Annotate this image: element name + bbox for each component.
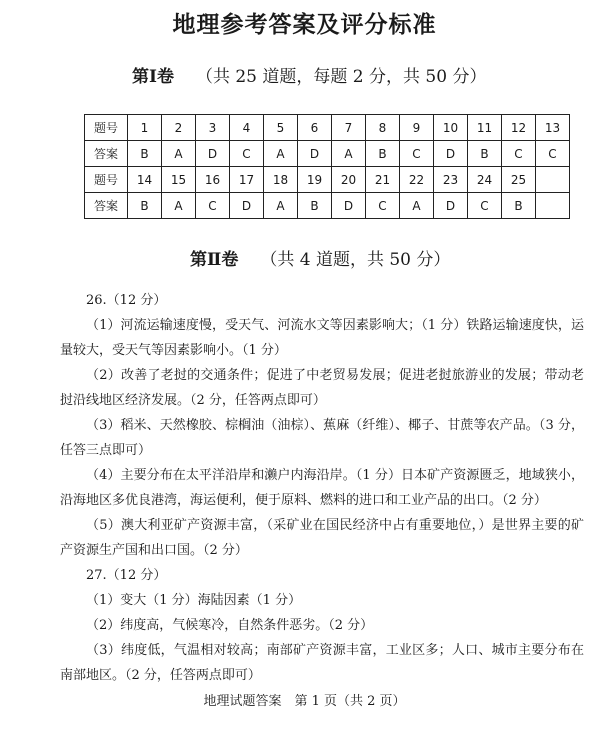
question-26-item-1: （1）河流运输速度慢，受天气、河流水文等因素影响大；（1 分）铁路运输速度快，运量较大，受天气等因素影响小。（1 分）: [60, 318, 584, 358]
table-cell: D: [298, 141, 332, 167]
section2-label: 第Ⅱ卷: [190, 250, 239, 270]
page-title: 地理参考答案及评分标准: [172, 11, 437, 38]
question-27-item-3: （3）纬度低，气温相对较高；南部矿产资源丰富，工业区多；人口、城市主要分布在南部地区。（2 分，任答两点即可）: [60, 643, 584, 683]
table-cell: C: [196, 193, 230, 219]
table-cell: A: [332, 141, 366, 167]
page-footer: 地理试题答案 第 1 页（共 2 页）: [203, 694, 406, 709]
table-row-header: 答案: [85, 141, 128, 167]
table-cell: 6: [298, 115, 332, 141]
table-row-header: 答案: [85, 193, 128, 219]
table-cell: A: [264, 193, 298, 219]
table-row-header: 题号: [85, 167, 128, 193]
table-cell: 25: [502, 167, 536, 193]
table-cell: 23: [434, 167, 468, 193]
question-26-heading: 26.（12 分）: [86, 293, 167, 308]
table-cell: 19: [298, 167, 332, 193]
table-cell: B: [502, 193, 536, 219]
section1-note: （共 25 道题，每题 2 分，共 50 分）: [195, 67, 487, 87]
table-cell: C: [536, 141, 570, 167]
section2-heading: [190, 245, 450, 270]
question-26-item-2: （2）改善了老挝的交通条件；促进了中老贸易发展；促进老挝旅游业的发展；带动老挝沿线地区经济发展。（2 分，任答两点即可）: [60, 368, 584, 408]
question-27-heading: 27.（12 分）: [86, 568, 167, 583]
table-cell: 16: [196, 167, 230, 193]
table-cell: 2: [162, 115, 196, 141]
question-26-item-4: （4）主要分布在太平洋沿岸和濑户内海沿岸。（1 分）日本矿产资源匮乏，地域狭小，沿海地区多优良港湾，海运便利，便于原料、燃料的进口和工业产品的出口。（2 分）: [60, 468, 584, 508]
section1-label: 第Ⅰ卷: [132, 67, 174, 87]
answer-table: [84, 114, 570, 219]
section1-heading: [132, 62, 486, 87]
table-cell: 9: [400, 115, 434, 141]
table-cell: A: [162, 141, 196, 167]
table-cell: 11: [468, 115, 502, 141]
table-cell: 4: [230, 115, 264, 141]
table-cell: 8: [366, 115, 400, 141]
table-cell: D: [332, 193, 366, 219]
table-cell: [536, 193, 570, 219]
table-cell: C: [468, 193, 502, 219]
table-cell: 18: [264, 167, 298, 193]
table-cell: C: [366, 193, 400, 219]
question-26-item-5: （5）澳大利亚矿产资源丰富，（采矿业在国民经济中占有重要地位，）是世界主要的矿产资源生产国和出口国。（2 分）: [60, 518, 584, 558]
table-cell: 20: [332, 167, 366, 193]
table-row: [85, 193, 570, 219]
table-cell: 3: [196, 115, 230, 141]
table-row-header: 题号: [85, 115, 128, 141]
table-cell: C: [400, 141, 434, 167]
table-cell: B: [468, 141, 502, 167]
table-cell: 13: [536, 115, 570, 141]
table-cell: B: [298, 193, 332, 219]
table-cell: C: [230, 141, 264, 167]
table-cell: B: [366, 141, 400, 167]
table-cell: B: [128, 141, 162, 167]
table-cell: B: [128, 193, 162, 219]
table-row: [85, 115, 570, 141]
table-cell: D: [230, 193, 264, 219]
table-cell: 1: [128, 115, 162, 141]
section2-note: （共 4 道题，共 50 分）: [260, 250, 451, 270]
table-cell: 24: [468, 167, 502, 193]
table-row: [85, 141, 570, 167]
table-cell: D: [434, 193, 468, 219]
question-26-item-3: （3）稻米、天然橡胶、棕榈油（油棕）、蕉麻（纤维）、椰子、甘蔗等农产品。（3 分，任答三点即可）: [60, 418, 584, 458]
table-cell: 22: [400, 167, 434, 193]
question-27-item-2: （2）纬度高，气候寒冷，自然条件恶劣。（2 分）: [86, 618, 374, 633]
table-cell: C: [502, 141, 536, 167]
table-cell: A: [400, 193, 434, 219]
table-cell: [536, 167, 570, 193]
table-cell: 15: [162, 167, 196, 193]
table-cell: A: [264, 141, 298, 167]
table-cell: 21: [366, 167, 400, 193]
table-row: [85, 167, 570, 193]
table-cell: 14: [128, 167, 162, 193]
table-cell: 17: [230, 167, 264, 193]
table-cell: 10: [434, 115, 468, 141]
table-cell: 7: [332, 115, 366, 141]
table-cell: D: [434, 141, 468, 167]
table-cell: D: [196, 141, 230, 167]
table-cell: A: [162, 193, 196, 219]
table-cell: 5: [264, 115, 298, 141]
question-27-item-1: （1）变大（1 分）海陆因素（1 分）: [86, 593, 302, 608]
table-cell: 12: [502, 115, 536, 141]
answer-body: [60, 288, 584, 688]
